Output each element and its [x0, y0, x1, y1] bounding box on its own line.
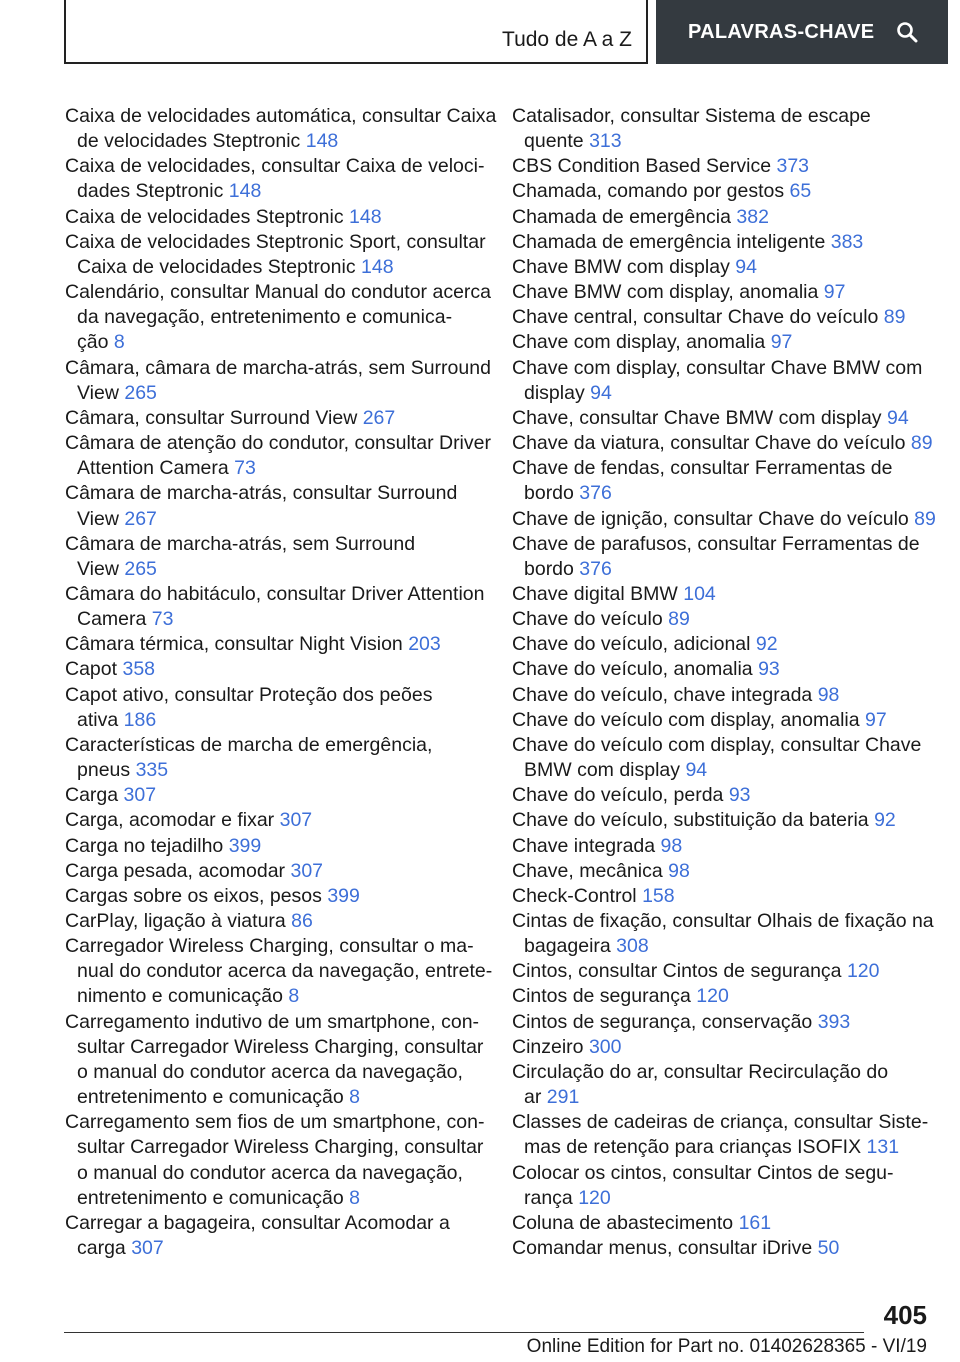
index-entry-text: entretenimento e comunicação [77, 1086, 344, 1109]
page-reference-link[interactable]: 89 [883, 306, 906, 329]
page-reference-link[interactable]: 97 [865, 708, 887, 731]
index-entry [65, 884, 485, 909]
index-entry-text: Chave do veículo, substituição da bateria [512, 809, 869, 832]
index-entry [65, 154, 485, 204]
keywords-tab[interactable] [656, 0, 948, 64]
page-reference-link[interactable]: 307 [290, 859, 324, 882]
index-entry [65, 1211, 485, 1261]
page-reference-link[interactable]: 373 [776, 155, 810, 178]
index-entry [65, 632, 485, 657]
index-entry-text: nual do condutor acerca da navegação, entrete- [77, 960, 493, 983]
index-entry [512, 456, 932, 506]
page-reference-link[interactable]: 73 [151, 608, 174, 631]
page-reference-link[interactable]: 50 [817, 1237, 840, 1260]
index-entry-text: de velocidades Steptronic [77, 130, 301, 153]
index-entry-text: nimento e comunicação [77, 985, 283, 1008]
index-entry [512, 683, 932, 708]
index-entry [65, 431, 491, 481]
index-entry-text: View [77, 381, 119, 404]
index-entry-text: Chave do veículo [512, 608, 663, 631]
page-reference-link[interactable]: 399 [228, 834, 262, 857]
section-tab[interactable] [64, 0, 648, 64]
index-entry [512, 406, 932, 431]
index-entry [65, 683, 485, 733]
index-entry [512, 808, 932, 833]
index-entry [65, 909, 485, 934]
index-entry [65, 104, 497, 154]
page-reference-link[interactable]: 94 [590, 381, 612, 404]
keywords-tab-label: PALAVRAS-CHAVE [688, 20, 875, 43]
index-entry-text: Chave da viatura, consultar Chave do veículo [512, 432, 906, 455]
page-reference-link[interactable]: 8 [349, 1086, 360, 1109]
index-entry [65, 859, 485, 884]
page-reference-link[interactable]: 120 [696, 985, 729, 1008]
index-entry-text: display [524, 381, 585, 404]
index-entry-text: Câmara do habitáculo, consultar Driver Attention [65, 582, 485, 605]
page-reference-link[interactable]: 307 [131, 1237, 164, 1260]
index-entry-text: Chave integrada [512, 834, 656, 857]
index-entry-text: Chave do veículo, adicional [512, 633, 751, 656]
index-entry-text: rança [524, 1186, 573, 1209]
index-entry-text: Câmara de marcha-atrás, sem Surround [65, 532, 416, 555]
index-entry-text: Caixa de velocidades automática, consultar Caixa [65, 105, 497, 127]
index-entry-text: Chamada, comando por gestos [512, 180, 785, 203]
page-reference-link[interactable]: 186 [123, 708, 157, 731]
index-entry [65, 582, 485, 632]
index-entry [512, 104, 932, 154]
index-entry [512, 305, 932, 330]
index-entry-text: Carga, acomodar e fixar [65, 809, 275, 832]
index-entry-text: sultar Carregador Wireless Charging, consultar [77, 1035, 484, 1058]
page-reference-link[interactable]: 89 [910, 432, 933, 455]
index-entry-text: Cintos, consultar Cintos de segurança [512, 960, 842, 983]
index-entry-text: CBS Condition Based Service [512, 155, 772, 178]
index-entry-text: ativa [77, 708, 119, 731]
index-entry [512, 1236, 932, 1261]
page-reference-link[interactable]: 93 [758, 658, 780, 681]
index-entry-text: dades Steptronic [77, 180, 224, 203]
page-reference-link[interactable]: 120 [578, 1186, 611, 1209]
index-entry [65, 406, 485, 431]
index-entry [512, 909, 932, 959]
page-reference-link[interactable]: 94 [886, 406, 909, 429]
index-entry-text: View [77, 507, 119, 530]
page-reference-link[interactable]: 399 [327, 884, 360, 907]
index-entry-text: Caixa de velocidades, consultar Caixa de veloci- [65, 155, 485, 178]
index-entry-text: Câmara, câmara de marcha-atrás, sem Surround [65, 356, 491, 379]
page-reference-link[interactable]: 267 [362, 406, 396, 429]
page-reference-link[interactable]: 267 [124, 507, 157, 530]
index-entry [65, 657, 485, 682]
index-entry-text: Carga pesada, acomodar [65, 859, 286, 882]
page-reference-link[interactable]: 98 [660, 834, 683, 857]
index-entry [512, 1110, 932, 1160]
page-reference-link[interactable]: 98 [668, 859, 690, 882]
index-entry-text: Carregar a bagageira, consultar Acomodar a [65, 1211, 450, 1234]
index-entry-text: Cargas sobre os eixos, pesos [65, 884, 322, 907]
index-entry [512, 280, 932, 305]
index-entry-text: Capot ativo, consultar Proteção dos peões [65, 683, 433, 706]
index-entry [512, 708, 932, 733]
page-reference-link[interactable]: 89 [914, 507, 936, 530]
index-entry [512, 607, 932, 632]
index-entry-text: CarPlay, ligação à viatura [65, 910, 286, 932]
index-entry [65, 1110, 485, 1211]
index-entry-text: carga [77, 1237, 126, 1260]
page-reference-link[interactable]: 308 [616, 935, 649, 958]
page-reference-link[interactable]: 335 [135, 759, 169, 782]
index-entry-text: Carga no tejadilho [65, 834, 224, 857]
page-reference-link[interactable]: 93 [728, 784, 751, 807]
index-entry [512, 431, 932, 456]
page-reference-link[interactable]: 65 [789, 180, 812, 203]
index-entry-text: Cintos de segurança [512, 985, 691, 1008]
index-entry-text: Chave, mecânica [512, 859, 663, 882]
footer-divider [64, 1332, 864, 1333]
index-entry-text: Chave com display, anomalia [512, 331, 766, 354]
index-entry [512, 179, 932, 204]
page-reference-link[interactable]: 8 [349, 1186, 360, 1209]
page-reference-link[interactable]: 161 [738, 1211, 772, 1234]
page-reference-link[interactable]: 131 [866, 1136, 900, 1159]
page-reference-link[interactable]: 203 [408, 633, 441, 656]
index-entry [512, 330, 932, 355]
index-entry-text: Caixa de velocidades Steptronic [77, 255, 356, 278]
index-entry [65, 783, 485, 808]
index-entry [512, 984, 932, 1009]
index-entry-text: Chamada de emergência inteligente [512, 230, 826, 253]
index-entry [65, 280, 492, 355]
index-entry-text: ar [524, 1086, 542, 1109]
index-entry-text: Chamada de emergência [512, 205, 731, 228]
index-entry [512, 356, 932, 406]
index-entry-text: Classes de cadeiras de criança, consultar Siste- [512, 1111, 929, 1134]
index-entry-text: Check-Control [512, 884, 637, 907]
index-entry [512, 230, 932, 255]
index-entry [65, 733, 485, 783]
page-reference-link[interactable]: 376 [579, 557, 612, 580]
index-entry-text: Carga [65, 784, 119, 807]
index-entry-text: Carregador Wireless Charging, consultar o ma- [65, 935, 474, 958]
index-entry [512, 1161, 932, 1211]
index-entry-text: Coluna de abastecimento [512, 1211, 734, 1234]
page-reference-link[interactable]: 92 [755, 633, 778, 656]
index-entry-text: Câmara, consultar Surround View [65, 406, 358, 429]
index-entry-text: o manual do condutor acerca da navegação, [77, 1060, 463, 1083]
index-entry [512, 154, 932, 179]
page-reference-link[interactable]: 148 [361, 255, 394, 278]
index-entry [512, 1060, 932, 1110]
search-icon [896, 21, 918, 43]
index-entry-text: Chave do veículo com display, consultar Chave [512, 733, 922, 756]
page-reference-link[interactable]: 376 [579, 482, 612, 505]
footer-edition: Online Edition for Part no. 01402628365 - VI/19 [526, 1336, 927, 1357]
index-entry-text: Chave de fendas, consultar Ferramentas de [512, 457, 893, 480]
page-reference-link[interactable]: 291 [546, 1086, 580, 1109]
index-entry-text: Chave do veículo, chave integrada [512, 683, 813, 706]
page-reference-link[interactable]: 148 [305, 130, 339, 153]
index-entry-text: Carregamento sem fios de um smartphone, con- [65, 1111, 485, 1134]
index-entry-text: Comandar menus, consultar iDrive [512, 1237, 813, 1260]
index-entry-text: Colocar os cintos, consultar Cintos de segu- [512, 1161, 894, 1184]
page-reference-link[interactable]: 86 [291, 910, 313, 932]
index-entry-text: Chave central, consultar Chave do veículo [512, 306, 879, 329]
index-entry-text: bordo [524, 482, 574, 505]
index-entry-text: Chave BMW com display [512, 255, 730, 278]
index-entry-text: bagageira [524, 935, 611, 958]
page-reference-link[interactable]: 313 [589, 130, 622, 153]
index-entry [512, 859, 932, 884]
index-entry-text: entretenimento e comunicação [77, 1186, 344, 1209]
page-reference-link[interactable]: 148 [228, 180, 262, 203]
index-entry [512, 783, 932, 808]
page-reference-link[interactable]: 104 [683, 582, 716, 605]
index-entry-text: pneus [77, 759, 131, 782]
index-entry [512, 657, 932, 682]
section-tab-label: Tudo de A a Z [502, 28, 632, 51]
index-entry-text: ção [77, 331, 109, 354]
index-entry [512, 884, 932, 909]
index-entry-text: Câmara de atenção do condutor, consultar Driver [65, 432, 491, 455]
index-entry-text: bordo [524, 557, 574, 580]
index-entry-text: sultar Carregador Wireless Charging, consultar [77, 1136, 484, 1159]
page-reference-link[interactable]: 300 [588, 1035, 622, 1058]
index-entry [512, 582, 932, 607]
index-entry-text: mas de retenção para crianças ISOFIX [524, 1136, 862, 1159]
index-entry-text: Chave com display, consultar Chave BMW com [512, 356, 923, 379]
index-entry-text: Chave BMW com display, anomalia [512, 281, 819, 304]
index-entry-text: Attention Camera [77, 457, 229, 480]
index-entry [65, 808, 485, 833]
index-entry [512, 205, 932, 230]
index-entry [65, 934, 493, 1009]
page-reference-link[interactable]: 94 [685, 759, 708, 782]
page-reference-link[interactable]: 307 [279, 809, 313, 832]
index-entry-text: Capot [65, 658, 118, 681]
index-entry-text: Chave de ignição, consultar Chave do veículo [512, 507, 909, 530]
page-reference-link[interactable]: 158 [642, 884, 675, 907]
index-entry-text: Cintas de fixação, consultar Olhais de fixação na [512, 910, 934, 932]
index-entry [512, 834, 932, 859]
page-reference-link[interactable]: 382 [736, 205, 769, 228]
index-entry-text: Caixa de velocidades Steptronic Sport, consultar [65, 230, 486, 253]
index-entry-text: Cintos de segurança, conservação [512, 1010, 813, 1033]
index-entry-text: Chave, consultar Chave BMW com display [512, 406, 882, 429]
index-entry-text: Caixa de velocidades Steptronic [65, 205, 344, 228]
page-reference-link[interactable]: 8 [288, 985, 300, 1008]
page-reference-link[interactable]: 94 [735, 255, 757, 278]
index-entry-text: Catalisador, consultar Sistema de escape [512, 105, 871, 127]
page-reference-link[interactable]: 393 [817, 1010, 851, 1033]
index-entry [65, 1010, 485, 1111]
index-entry-text: Chave digital BMW [512, 582, 678, 605]
index-entry-text: Características de marcha de emergência, [65, 733, 433, 756]
index-entry [512, 255, 932, 280]
index-entry [512, 733, 932, 783]
index-entry-text: Chave do veículo, anomalia [512, 658, 753, 681]
page-reference-link[interactable]: 97 [770, 331, 793, 354]
index-entry-text: Chave do veículo, perda [512, 784, 724, 807]
index-entry-text: o manual do condutor acerca da navegação, [77, 1161, 463, 1184]
index-entry-text: quente [524, 130, 584, 153]
page-reference-link[interactable]: 307 [123, 784, 157, 807]
index-entry-text: Cinzeiro [512, 1035, 584, 1058]
page-reference-link[interactable]: 98 [817, 683, 840, 706]
index-entry [512, 959, 932, 984]
index-entry-text: Chave do veículo com display, anomalia [512, 708, 860, 731]
index-entry-text: Carregamento indutivo de um smartphone, con- [65, 1010, 480, 1033]
page-reference-link[interactable]: 148 [349, 205, 382, 228]
index-entry-text: Circulação do ar, consultar Recirculação do [512, 1060, 889, 1083]
index-entry [512, 1211, 932, 1236]
page-reference-link[interactable]: 89 [668, 608, 690, 631]
index-entry [65, 481, 485, 531]
index-column-right [512, 104, 936, 1261]
index-entry [512, 1035, 932, 1060]
index-entry [65, 532, 485, 582]
page-number: 405 [883, 1300, 927, 1330]
index-entry [512, 507, 936, 532]
index-entry [65, 834, 485, 859]
index-entry-text: Chave de parafusos, consultar Ferramentas de [512, 532, 920, 555]
page-reference-link[interactable]: 358 [122, 658, 156, 681]
index-entry-text: Camera [77, 608, 147, 631]
index-entry [65, 356, 491, 406]
index-entry [512, 1010, 932, 1035]
page-reference-link[interactable]: 265 [124, 557, 157, 580]
index-entry-text: View [77, 557, 119, 580]
index-entry-text: da navegação, entretenimento e comunica- [77, 306, 453, 329]
index-entry [65, 230, 485, 280]
index-entry-text: Câmara de marcha-atrás, consultar Surround [65, 482, 458, 505]
page-reference-link[interactable]: 92 [874, 809, 896, 832]
page-reference-link[interactable]: 120 [846, 960, 880, 983]
index-entry [65, 205, 485, 230]
page-reference-link[interactable]: 265 [124, 381, 157, 404]
index-entry [512, 532, 932, 582]
page-reference-link[interactable]: 97 [823, 281, 846, 304]
index-column-left [65, 104, 497, 1261]
index-entry-text: BMW com display [524, 759, 681, 782]
page-reference-link[interactable]: 8 [113, 331, 125, 354]
index-entry [512, 632, 932, 657]
index-entry-text: Calendário, consultar Manual do condutor acerca [65, 281, 492, 304]
page-reference-link[interactable]: 73 [234, 457, 256, 480]
index-entry-text: Câmara térmica, consultar Night Vision [65, 633, 403, 656]
page-reference-link[interactable]: 383 [830, 230, 864, 253]
